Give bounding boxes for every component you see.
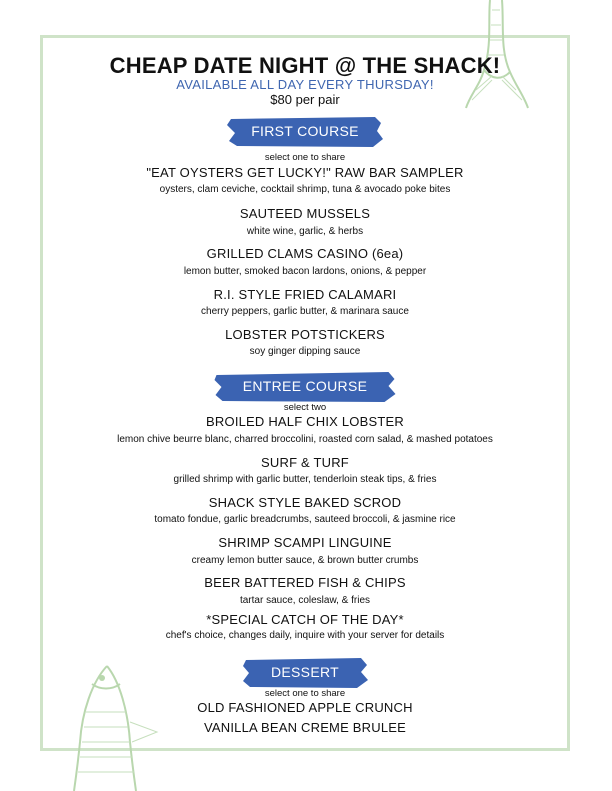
price-text: $80 per pair <box>270 92 340 107</box>
menu-item-name: SURF & TURF <box>261 455 349 470</box>
menu-item-name: SHACK STYLE BAKED SCROD <box>208 495 402 510</box>
menu-item-name: *SPECIAL CATCH OF THE DAY* <box>206 612 404 627</box>
menu-item-name: OLD FASHIONED APPLE CRUNCH <box>197 700 413 715</box>
section-heading: DESSERT <box>271 664 339 680</box>
menu-item-description: tartar sauce, coleslaw, & fries <box>239 595 371 606</box>
section-banner-entree-course <box>40 370 570 404</box>
menu-item-description: white wine, garlic, & herbs <box>246 226 364 237</box>
availability-subtitle: AVAILABLE ALL DAY EVERY THURSDAY! <box>176 77 434 92</box>
menu-item-name: BROILED HALF CHIX LOBSTER <box>206 414 404 429</box>
section-banner-first-course <box>40 115 570 149</box>
menu-item-name: "EAT OYSTERS GET LUCKY!" RAW BAR SAMPLER <box>146 165 464 180</box>
menu-item-name: GRILLED CLAMS CASINO (6ea) <box>206 246 404 261</box>
menu-item-name: SAUTEED MUSSELS <box>239 206 371 221</box>
page-title: CHEAP DATE NIGHT @ THE SHACK! <box>109 53 501 78</box>
menu-item-description: lemon chive beurre blanc, charred broccolini, roasted corn salad, & mashed potatoes <box>117 434 493 445</box>
menu-item-description: soy ginger dipping sauce <box>249 346 361 357</box>
menu-item-name: VANILLA BEAN CREME BRULEE <box>204 720 406 735</box>
menu-item-description: oysters, clam ceviche, cocktail shrimp, tuna & avocado poke bites <box>159 184 451 195</box>
menu-item-name: BEER BATTERED FISH & CHIPS <box>204 575 406 590</box>
menu-item-description: lemon butter, smoked bacon lardons, onions, & pepper <box>183 266 427 277</box>
section-note: select one to share <box>264 688 346 699</box>
menu-item-name: LOBSTER POTSTICKERS <box>225 327 385 342</box>
menu-item-description: tomato fondue, garlic breadcrumbs, sauteed broccoli, & jasmine rice <box>154 514 456 525</box>
menu-item-description: creamy lemon butter sauce, & brown butter crumbs <box>191 555 419 566</box>
menu-item-name: SHRIMP SCAMPI LINGUINE <box>218 535 392 550</box>
menu-item-description: grilled shrimp with garlic butter, tenderloin steak tips, & fries <box>173 474 437 485</box>
section-heading: FIRST COURSE <box>251 123 359 139</box>
section-heading: ENTREE COURSE <box>242 378 368 394</box>
section-banner-dessert <box>40 656 570 690</box>
menu-item-name: R.I. STYLE FRIED CALAMARI <box>213 287 397 302</box>
section-note: select two <box>283 402 327 413</box>
menu-item-description: chef's choice, changes daily, inquire with your server for details <box>165 630 445 641</box>
menu-item-description: cherry peppers, garlic butter, & marinara sauce <box>201 306 409 317</box>
section-note: select one to share <box>264 152 346 163</box>
